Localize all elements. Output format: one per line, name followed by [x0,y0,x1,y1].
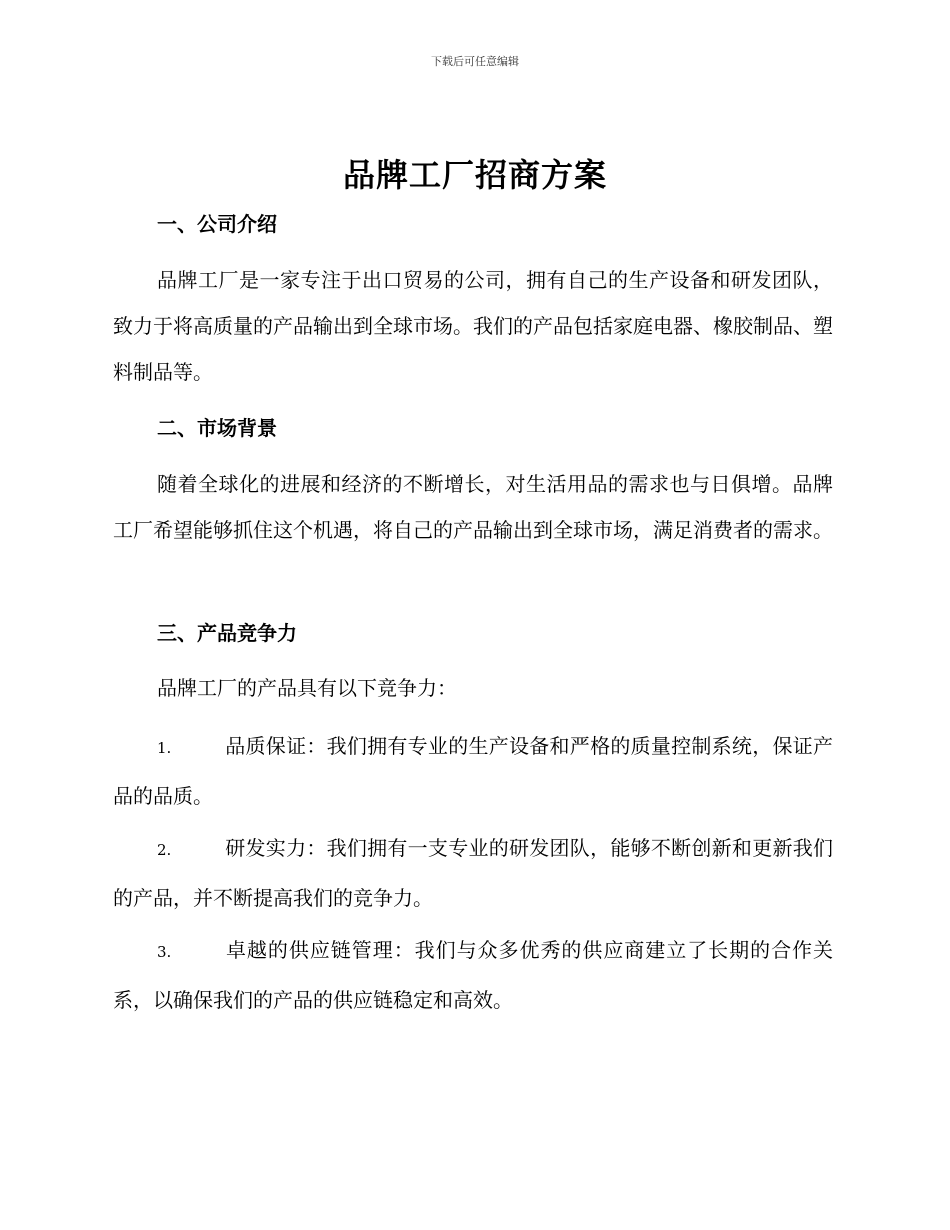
list-item-number: 2. [157,841,172,859]
list-item [113,926,833,1024]
document-title: 品牌工厂招商方案 [342,156,607,194]
list-item-number: 1. [157,739,172,757]
section-heading-product-competitiveness: 三、产品竞争力 [157,621,297,645]
list-item [113,722,833,820]
list-item [113,824,833,922]
paragraph-market-background: 随着全球化的进展和经济的不断增长，对生活用品的需求也与日俱增。品牌工厂希望能够抓住这个机遇，将自己的产品输出到全球市场，满足消费者的需求。 [113,472,833,542]
list-item-number: 3. [157,943,172,961]
paragraph-product-competitiveness: 品牌工厂的产品具有以下竞争力： [157,676,457,700]
header-note: 下载后可任意编辑 [431,55,519,68]
section-heading-market-background: 二、市场背景 [157,416,277,440]
list-item-text: 品质保证：我们拥有专业的生产设备和严格的质量控制系统，保证产品的品质。 [113,734,833,808]
list-item-text: 研发实力：我们拥有一支专业的研发团队，能够不断创新和更新我们的产品，并不断提高我们的竞争力。 [113,836,833,910]
paragraph-company-intro: 品牌工厂是一家专注于出口贸易的公司，拥有自己的生产设备和研发团队，致力于将高质量的产品输出到全球市场。我们的产品包括家庭电器、橡胶制品、塑料制品等。 [113,268,833,384]
section-heading-company-intro: 一、公司介绍 [157,212,277,236]
list-item-text: 卓越的供应链管理：我们与众多优秀的供应商建立了长期的合作关系，以确保我们的产品的供应链稳定和高效。 [113,938,833,1012]
